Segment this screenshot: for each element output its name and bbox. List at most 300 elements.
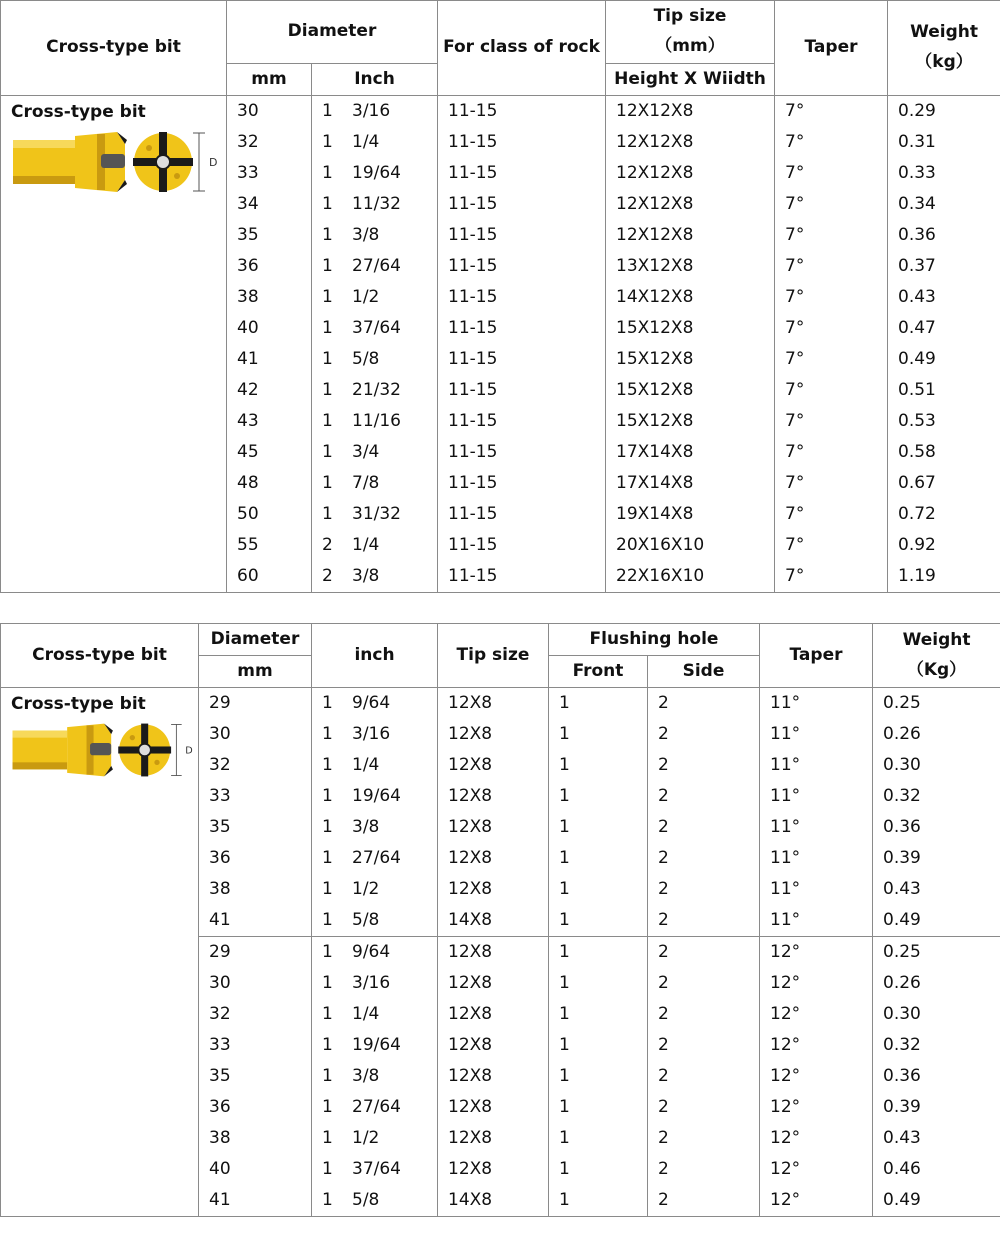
- mm-value: 41: [209, 1190, 231, 1210]
- inch-whole: 1: [322, 1004, 333, 1024]
- inch-fraction: 9/64: [352, 693, 391, 713]
- inch-fraction: 1/2: [352, 1128, 380, 1148]
- inch-fraction: 1/4: [352, 535, 380, 555]
- mm-value: 30: [237, 101, 259, 121]
- mm-value: 41: [209, 910, 231, 930]
- tip-size-value: 12X12X8: [616, 225, 694, 245]
- inch-value: [312, 781, 437, 812]
- front-hole-value: 1: [559, 817, 570, 837]
- weight-value: 1.19: [898, 566, 936, 586]
- tip-size-value: 12X8: [448, 786, 493, 806]
- col-inch: [312, 688, 438, 937]
- inch-fraction: 31/32: [352, 504, 401, 524]
- inch-fraction: 3/16: [352, 973, 391, 993]
- inch-whole: 1: [322, 473, 333, 493]
- inch-value: [312, 344, 437, 375]
- weight-value: 0.25: [883, 942, 921, 962]
- inch-value: [312, 158, 437, 189]
- inch-whole: 1: [322, 504, 333, 524]
- front-hole-value: 1: [559, 848, 570, 868]
- tip-size-value: 15X12X8: [616, 349, 694, 369]
- taper-value: 7°: [785, 318, 805, 338]
- taper-value: 7°: [785, 225, 805, 245]
- tip-size-value: 12X8: [448, 1066, 493, 1086]
- side-hole-value: 2: [658, 1004, 669, 1024]
- header-weight: Weight （Kg）: [873, 624, 1000, 688]
- rock-class-value: 11-15: [448, 380, 498, 400]
- inch-value: [312, 313, 437, 344]
- tip-size-value: 14X12X8: [616, 287, 694, 307]
- inch-fraction: 19/64: [352, 1035, 401, 1055]
- inch-value: [312, 561, 437, 592]
- mm-value: 38: [209, 879, 231, 899]
- weight-value: 0.43: [883, 1128, 921, 1148]
- inch-fraction: 11/32: [352, 194, 401, 214]
- inch-value: [312, 499, 437, 530]
- inch-fraction: 5/8: [352, 349, 380, 369]
- inch-whole: 1: [322, 163, 333, 183]
- header-tip-size: Tip size （mm）: [606, 1, 775, 64]
- col-weight: [873, 688, 1000, 937]
- weight-value: 0.49: [883, 1190, 921, 1210]
- inch-whole: 1: [322, 817, 333, 837]
- tip-size-value: 12X12X8: [616, 101, 694, 121]
- tip-size-value: 14X8: [448, 1190, 493, 1210]
- weight-value: 0.67: [898, 473, 936, 493]
- mm-value: 30: [209, 724, 231, 744]
- bit-face-view: [133, 132, 193, 192]
- inch-value: [312, 812, 437, 843]
- mm-value: 50: [237, 504, 259, 524]
- inch-fraction: 27/64: [352, 1097, 401, 1117]
- side-hole-value: 2: [658, 817, 669, 837]
- weight-value: 0.51: [898, 380, 936, 400]
- bit-label: Cross-type bit: [11, 694, 146, 714]
- rock-class-value: 11-15: [448, 163, 498, 183]
- taper-value: 11°: [770, 724, 801, 744]
- inch-whole: 1: [322, 101, 333, 121]
- inch-whole: 1: [322, 693, 333, 713]
- weight-value: 0.49: [898, 349, 936, 369]
- inch-whole: 1: [322, 879, 333, 899]
- weight-value: 0.26: [883, 973, 921, 993]
- side-hole-value: 2: [658, 755, 669, 775]
- inch-fraction: 27/64: [352, 848, 401, 868]
- taper-value: 7°: [785, 349, 805, 369]
- front-hole-value: 1: [559, 786, 570, 806]
- mm-value: 55: [237, 535, 259, 555]
- col-inch: [312, 96, 438, 593]
- header-taper: Taper: [775, 1, 888, 96]
- weight-value: 0.33: [898, 163, 936, 183]
- mm-value: 32: [237, 132, 259, 152]
- side-hole-value: 2: [658, 910, 669, 930]
- inch-fraction: 1/2: [352, 287, 380, 307]
- tip-size-value: 19X14X8: [616, 504, 694, 524]
- side-hole-value: 2: [658, 1159, 669, 1179]
- inch-fraction: 3/8: [352, 566, 380, 586]
- inch-fraction: 1/2: [352, 879, 380, 899]
- rock-class-value: 11-15: [448, 349, 498, 369]
- rock-class-value: 11-15: [448, 318, 498, 338]
- inch-fraction: 3/16: [352, 101, 391, 121]
- header-flushing-hole: Flushing hole: [549, 624, 760, 656]
- inch-fraction: 11/16: [352, 411, 401, 431]
- inch-value: [312, 874, 437, 905]
- mm-value: 36: [209, 848, 231, 868]
- taper-value: 7°: [785, 132, 805, 152]
- inch-whole: 1: [322, 194, 333, 214]
- inch-whole: 1: [322, 318, 333, 338]
- col-front: [549, 937, 648, 1217]
- front-hole-value: 1: [559, 1004, 570, 1024]
- inch-fraction: 3/4: [352, 442, 380, 462]
- tip-size-value: 12X12X8: [616, 194, 694, 214]
- side-hole-value: 2: [658, 1066, 669, 1086]
- inch-whole: 1: [322, 411, 333, 431]
- taper-value: 7°: [785, 411, 805, 431]
- header-mm: mm: [227, 64, 312, 96]
- inch-value: [312, 375, 437, 406]
- weight-value: 0.30: [883, 1004, 921, 1024]
- front-hole-value: 1: [559, 879, 570, 899]
- weight-value: 0.26: [883, 724, 921, 744]
- inch-whole: 1: [322, 1097, 333, 1117]
- mm-value: 34: [237, 194, 259, 214]
- inch-value: [312, 905, 437, 936]
- mm-value: 60: [237, 566, 259, 586]
- rock-class-value: 11-15: [448, 101, 498, 121]
- weight-value: 0.47: [898, 318, 936, 338]
- inch-value: [312, 968, 437, 999]
- taper-value: 11°: [770, 817, 801, 837]
- front-hole-value: 1: [559, 1159, 570, 1179]
- front-hole-value: 1: [559, 693, 570, 713]
- tip-size-value: 12X12X8: [616, 132, 694, 152]
- mm-value: 48: [237, 473, 259, 493]
- taper-value: 12°: [770, 942, 801, 962]
- cross-bit-table-7deg: [0, 0, 1000, 593]
- cross-bit-table-11-12deg: [0, 623, 1000, 1217]
- tip-size-value: 12X8: [448, 1097, 493, 1117]
- taper-value: 11°: [770, 786, 801, 806]
- mm-value: 40: [237, 318, 259, 338]
- taper-value: 7°: [785, 473, 805, 493]
- tip-size-value: 17X14X8: [616, 442, 694, 462]
- dimension-marker: [171, 724, 193, 775]
- inch-value: [312, 251, 437, 282]
- weight-value: 0.72: [898, 504, 936, 524]
- tip-size-value: 22X16X10: [616, 566, 705, 586]
- col-tip: [606, 96, 775, 593]
- inch-whole: 1: [322, 755, 333, 775]
- inch-fraction: 9/64: [352, 942, 391, 962]
- tip-size-value: 12X8: [448, 942, 493, 962]
- header-tip-size: Tip size: [438, 624, 549, 688]
- inch-whole: 1: [322, 225, 333, 245]
- inch-whole: 1: [322, 256, 333, 276]
- col-mm: [199, 688, 312, 937]
- tip-size-value: 12X8: [448, 1004, 493, 1024]
- mm-value: 33: [237, 163, 259, 183]
- front-hole-value: 1: [559, 973, 570, 993]
- inch-fraction: 19/64: [352, 163, 401, 183]
- mm-value: 30: [209, 973, 231, 993]
- inch-whole: 1: [322, 380, 333, 400]
- weight-value: 0.30: [883, 755, 921, 775]
- tip-size-value: 12X8: [448, 724, 493, 744]
- mm-value: 35: [209, 1066, 231, 1086]
- col-side: [648, 688, 760, 937]
- mm-value: 32: [209, 1004, 231, 1024]
- col-tip: [438, 688, 549, 937]
- inch-whole: 1: [322, 132, 333, 152]
- front-hole-value: 1: [559, 1190, 570, 1210]
- taper-value: 7°: [785, 380, 805, 400]
- rock-class-value: 11-15: [448, 194, 498, 214]
- inch-whole: 1: [322, 1159, 333, 1179]
- cross-bit-image: [9, 718, 194, 782]
- header-weight: Weight （kg）: [888, 1, 1000, 96]
- inch-fraction: 5/8: [352, 910, 380, 930]
- inch-whole: 1: [322, 942, 333, 962]
- inch-value: [312, 282, 437, 313]
- taper-value: 12°: [770, 1004, 801, 1024]
- col-taper: [760, 937, 873, 1217]
- tip-size-value: 12X8: [448, 1035, 493, 1055]
- inch-fraction: 19/64: [352, 786, 401, 806]
- col-taper: [760, 688, 873, 937]
- weight-value: 0.25: [883, 693, 921, 713]
- taper-value: 7°: [785, 256, 805, 276]
- col-mm: [199, 937, 312, 1217]
- weight-value: 0.46: [883, 1159, 921, 1179]
- mm-value: 29: [209, 942, 231, 962]
- header-inch: inch: [312, 624, 438, 688]
- tip-size-value: 12X8: [448, 1128, 493, 1148]
- inch-whole: 1: [322, 1190, 333, 1210]
- side-hole-value: 2: [658, 1128, 669, 1148]
- mm-value: 42: [237, 380, 259, 400]
- col-weight: [873, 937, 1000, 1217]
- bit-cell: [1, 96, 227, 593]
- tip-size-value: 12X8: [448, 973, 493, 993]
- inch-value: [312, 96, 437, 127]
- inch-whole: 2: [322, 535, 333, 555]
- dimension-marker: [193, 133, 217, 191]
- inch-value: [312, 1030, 437, 1061]
- weight-value: 0.31: [898, 132, 936, 152]
- taper-value: 12°: [770, 1159, 801, 1179]
- svg-text:D: D: [185, 745, 193, 757]
- rock-class-value: 11-15: [448, 256, 498, 276]
- taper-value: 7°: [785, 163, 805, 183]
- tip-size-value: 12X8: [448, 755, 493, 775]
- front-hole-value: 1: [559, 1128, 570, 1148]
- inch-fraction: 1/4: [352, 132, 380, 152]
- inch-value: [312, 750, 437, 781]
- side-hole-value: 2: [658, 973, 669, 993]
- side-hole-value: 2: [658, 879, 669, 899]
- tip-size-value: 12X8: [448, 817, 493, 837]
- inch-value: [312, 719, 437, 750]
- weight-value: 0.49: [883, 910, 921, 930]
- tip-size-value: 14X8: [448, 910, 493, 930]
- inch-value: [312, 1154, 437, 1185]
- weight-value: 0.92: [898, 535, 936, 555]
- weight-value: 0.32: [883, 786, 921, 806]
- mm-value: 32: [209, 755, 231, 775]
- inch-fraction: 5/8: [352, 1190, 380, 1210]
- taper-value: 12°: [770, 1128, 801, 1148]
- taper-value: 12°: [770, 1190, 801, 1210]
- mm-value: 36: [237, 256, 259, 276]
- mm-value: 38: [209, 1128, 231, 1148]
- inch-whole: 1: [322, 724, 333, 744]
- tip-size-value: 12X8: [448, 1159, 493, 1179]
- taper-value: 12°: [770, 1097, 801, 1117]
- header-bit: Cross-type bit: [1, 1, 227, 96]
- header-front: Front: [549, 656, 648, 688]
- inch-whole: 1: [322, 1128, 333, 1148]
- weight-value: 0.39: [883, 1097, 921, 1117]
- weight-value: 0.36: [883, 1066, 921, 1086]
- tip-size-value: 15X12X8: [616, 380, 694, 400]
- taper-value: 11°: [770, 755, 801, 775]
- mm-value: 36: [209, 1097, 231, 1117]
- side-hole-value: 2: [658, 724, 669, 744]
- taper-value: 11°: [770, 693, 801, 713]
- mm-value: 33: [209, 786, 231, 806]
- inch-fraction: 1/4: [352, 1004, 380, 1024]
- weight-value: 0.37: [898, 256, 936, 276]
- inch-whole: 1: [322, 1066, 333, 1086]
- rock-class-value: 11-15: [448, 411, 498, 431]
- inch-whole: 1: [322, 848, 333, 868]
- inch-whole: 1: [322, 910, 333, 930]
- taper-value: 7°: [785, 287, 805, 307]
- front-hole-value: 1: [559, 724, 570, 744]
- svg-text:D: D: [209, 156, 218, 169]
- bit-side-view: [13, 132, 127, 192]
- inch-value: [312, 530, 437, 561]
- inch-fraction: 27/64: [352, 256, 401, 276]
- inch-value: [312, 189, 437, 220]
- inch-value: [312, 220, 437, 251]
- rock-class-value: 11-15: [448, 473, 498, 493]
- header-bit: Cross-type bit: [1, 624, 199, 688]
- inch-fraction: 1/4: [352, 755, 380, 775]
- side-hole-value: 2: [658, 848, 669, 868]
- mm-value: 33: [209, 1035, 231, 1055]
- weight-value: 0.36: [883, 817, 921, 837]
- weight-value: 0.43: [883, 879, 921, 899]
- tip-size-value: 13X12X8: [616, 256, 694, 276]
- side-hole-value: 2: [658, 693, 669, 713]
- taper-value: 7°: [785, 566, 805, 586]
- front-hole-value: 1: [559, 1066, 570, 1086]
- weight-value: 0.34: [898, 194, 936, 214]
- mm-value: 38: [237, 287, 259, 307]
- weight-value: 0.58: [898, 442, 936, 462]
- inch-whole: 1: [322, 287, 333, 307]
- inch-whole: 1: [322, 1035, 333, 1055]
- header-inch: Inch: [312, 64, 438, 96]
- header-diameter: Diameter: [227, 1, 438, 64]
- inch-fraction: 3/16: [352, 724, 391, 744]
- taper-value: 11°: [770, 879, 801, 899]
- tip-size-value: 12X8: [448, 848, 493, 868]
- inch-value: [312, 127, 437, 158]
- col-side: [648, 937, 760, 1217]
- bit-label: Cross-type bit: [11, 102, 146, 122]
- col-mm: [227, 96, 312, 593]
- inch-fraction: 3/8: [352, 817, 380, 837]
- taper-value: 12°: [770, 973, 801, 993]
- rock-class-value: 11-15: [448, 566, 498, 586]
- col-inch: [312, 937, 438, 1217]
- mm-value: 35: [209, 817, 231, 837]
- inch-value: [312, 688, 437, 719]
- taper-value: 7°: [785, 101, 805, 121]
- side-hole-value: 2: [658, 786, 669, 806]
- taper-value: 11°: [770, 910, 801, 930]
- taper-value: 11°: [770, 848, 801, 868]
- front-hole-value: 1: [559, 910, 570, 930]
- inch-whole: 1: [322, 442, 333, 462]
- mm-value: 41: [237, 349, 259, 369]
- header-diameter: Diameter: [199, 624, 312, 656]
- side-hole-value: 2: [658, 1190, 669, 1210]
- cross-bit-image: [9, 126, 219, 198]
- inch-value: [312, 937, 437, 968]
- rock-class-value: 11-15: [448, 442, 498, 462]
- tip-size-value: 12X12X8: [616, 163, 694, 183]
- weight-value: 0.53: [898, 411, 936, 431]
- side-hole-value: 2: [658, 1097, 669, 1117]
- front-hole-value: 1: [559, 1035, 570, 1055]
- inch-value: [312, 437, 437, 468]
- taper-value: 12°: [770, 1035, 801, 1055]
- tip-size-value: 15X12X8: [616, 411, 694, 431]
- inch-value: [312, 406, 437, 437]
- inch-whole: 1: [322, 349, 333, 369]
- inch-value: [312, 468, 437, 499]
- inch-fraction: 3/8: [352, 225, 380, 245]
- inch-fraction: 37/64: [352, 318, 401, 338]
- tip-size-value: 12X8: [448, 879, 493, 899]
- taper-value: 7°: [785, 194, 805, 214]
- header-taper: Taper: [760, 624, 873, 688]
- mm-value: 40: [209, 1159, 231, 1179]
- col-front: [549, 688, 648, 937]
- front-hole-value: 1: [559, 1097, 570, 1117]
- inch-value: [312, 1061, 437, 1092]
- tip-size-value: 20X16X10: [616, 535, 705, 555]
- col-weight: [888, 96, 1000, 593]
- taper-value: 12°: [770, 1066, 801, 1086]
- inch-whole: 2: [322, 566, 333, 586]
- front-hole-value: 1: [559, 755, 570, 775]
- rock-class-value: 11-15: [448, 287, 498, 307]
- inch-whole: 1: [322, 973, 333, 993]
- mm-value: 35: [237, 225, 259, 245]
- col-rock: [438, 96, 606, 593]
- header-tip-dimensions: Height X Wiidth: [606, 64, 775, 96]
- col-taper: [775, 96, 888, 593]
- weight-value: 0.32: [883, 1035, 921, 1055]
- inch-value: [312, 999, 437, 1030]
